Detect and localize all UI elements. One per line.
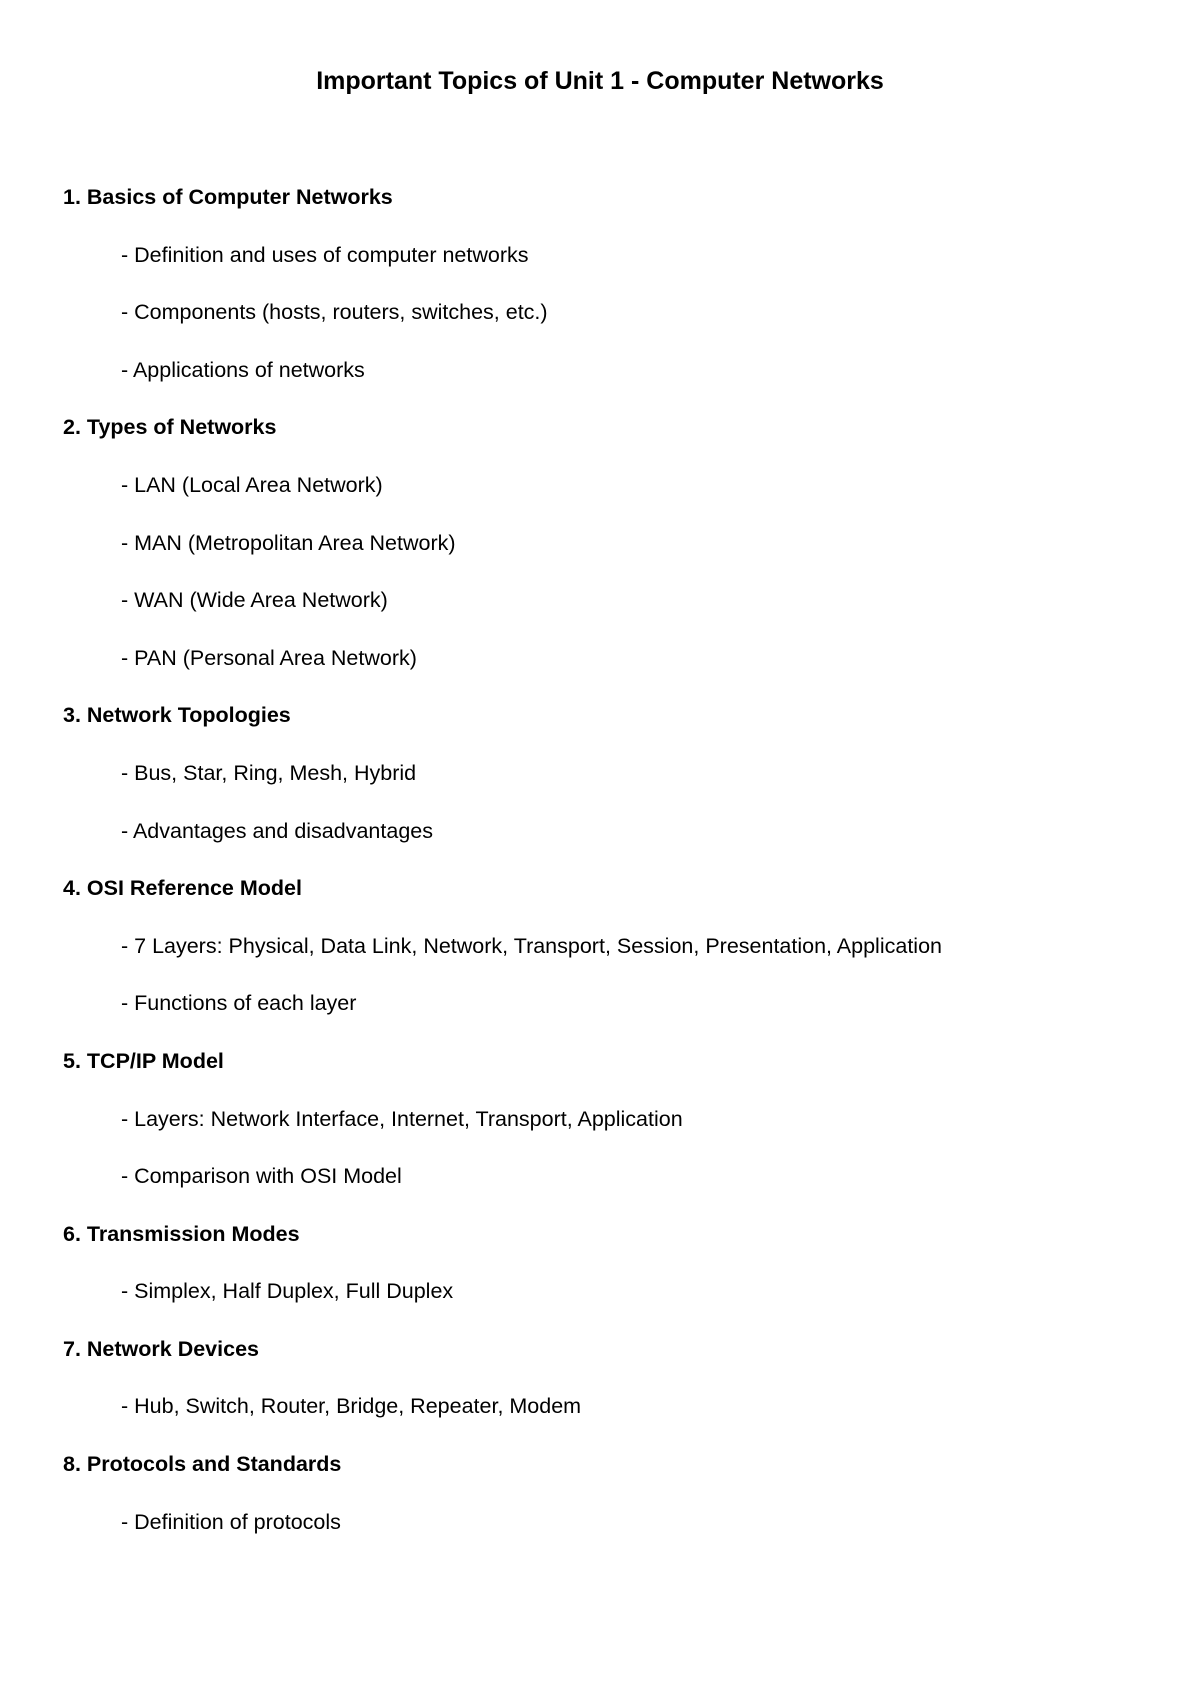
section-heading: 5. TCP/IP Model bbox=[63, 1048, 224, 1073]
list-item: - Applications of networks bbox=[121, 357, 365, 382]
list-item: - Simplex, Half Duplex, Full Duplex bbox=[121, 1279, 454, 1304]
list-item: - Comparison with OSI Model bbox=[121, 1164, 402, 1189]
list-item: - Hub, Switch, Router, Bridge, Repeater, Modem bbox=[121, 1394, 582, 1419]
section-heading: 6. Transmission Modes bbox=[63, 1221, 300, 1246]
list-item: - Components (hosts, routers, switches, etc.) bbox=[121, 300, 548, 325]
list-item: - Definition and uses of computer networks bbox=[121, 242, 529, 267]
list-item: - Definition of protocols bbox=[121, 1509, 341, 1534]
topics-list bbox=[63, 184, 1173, 1566]
list-item: - LAN (Local Area Network) bbox=[121, 472, 383, 497]
section-heading: 4. OSI Reference Model bbox=[63, 876, 302, 901]
section-heading: 8. Protocols and Standards bbox=[63, 1452, 342, 1477]
list-item: - Functions of each layer bbox=[121, 991, 357, 1016]
section-heading: 1. Basics of Computer Networks bbox=[63, 185, 393, 209]
list-item: - Bus, Star, Ring, Mesh, Hybrid bbox=[121, 760, 417, 785]
section-heading: 3. Network Topologies bbox=[63, 703, 291, 728]
list-item: - PAN (Personal Area Network) bbox=[121, 645, 417, 670]
list-item: - 7 Layers: Physical, Data Link, Network, Transport, Session, Presentation, Application bbox=[121, 933, 942, 958]
page-title: Important Topics of Unit 1 - Computer Networks bbox=[316, 67, 884, 95]
list-item: - MAN (Metropolitan Area Network) bbox=[121, 530, 456, 555]
list-item: - Advantages and disadvantages bbox=[121, 818, 433, 843]
section-heading: 2. Types of Networks bbox=[63, 415, 277, 440]
list-item: - WAN (Wide Area Network) bbox=[121, 588, 388, 613]
list-item: - Layers: Network Interface, Internet, Transport, Application bbox=[121, 1106, 683, 1131]
section-heading: 7. Network Devices bbox=[63, 1336, 259, 1361]
